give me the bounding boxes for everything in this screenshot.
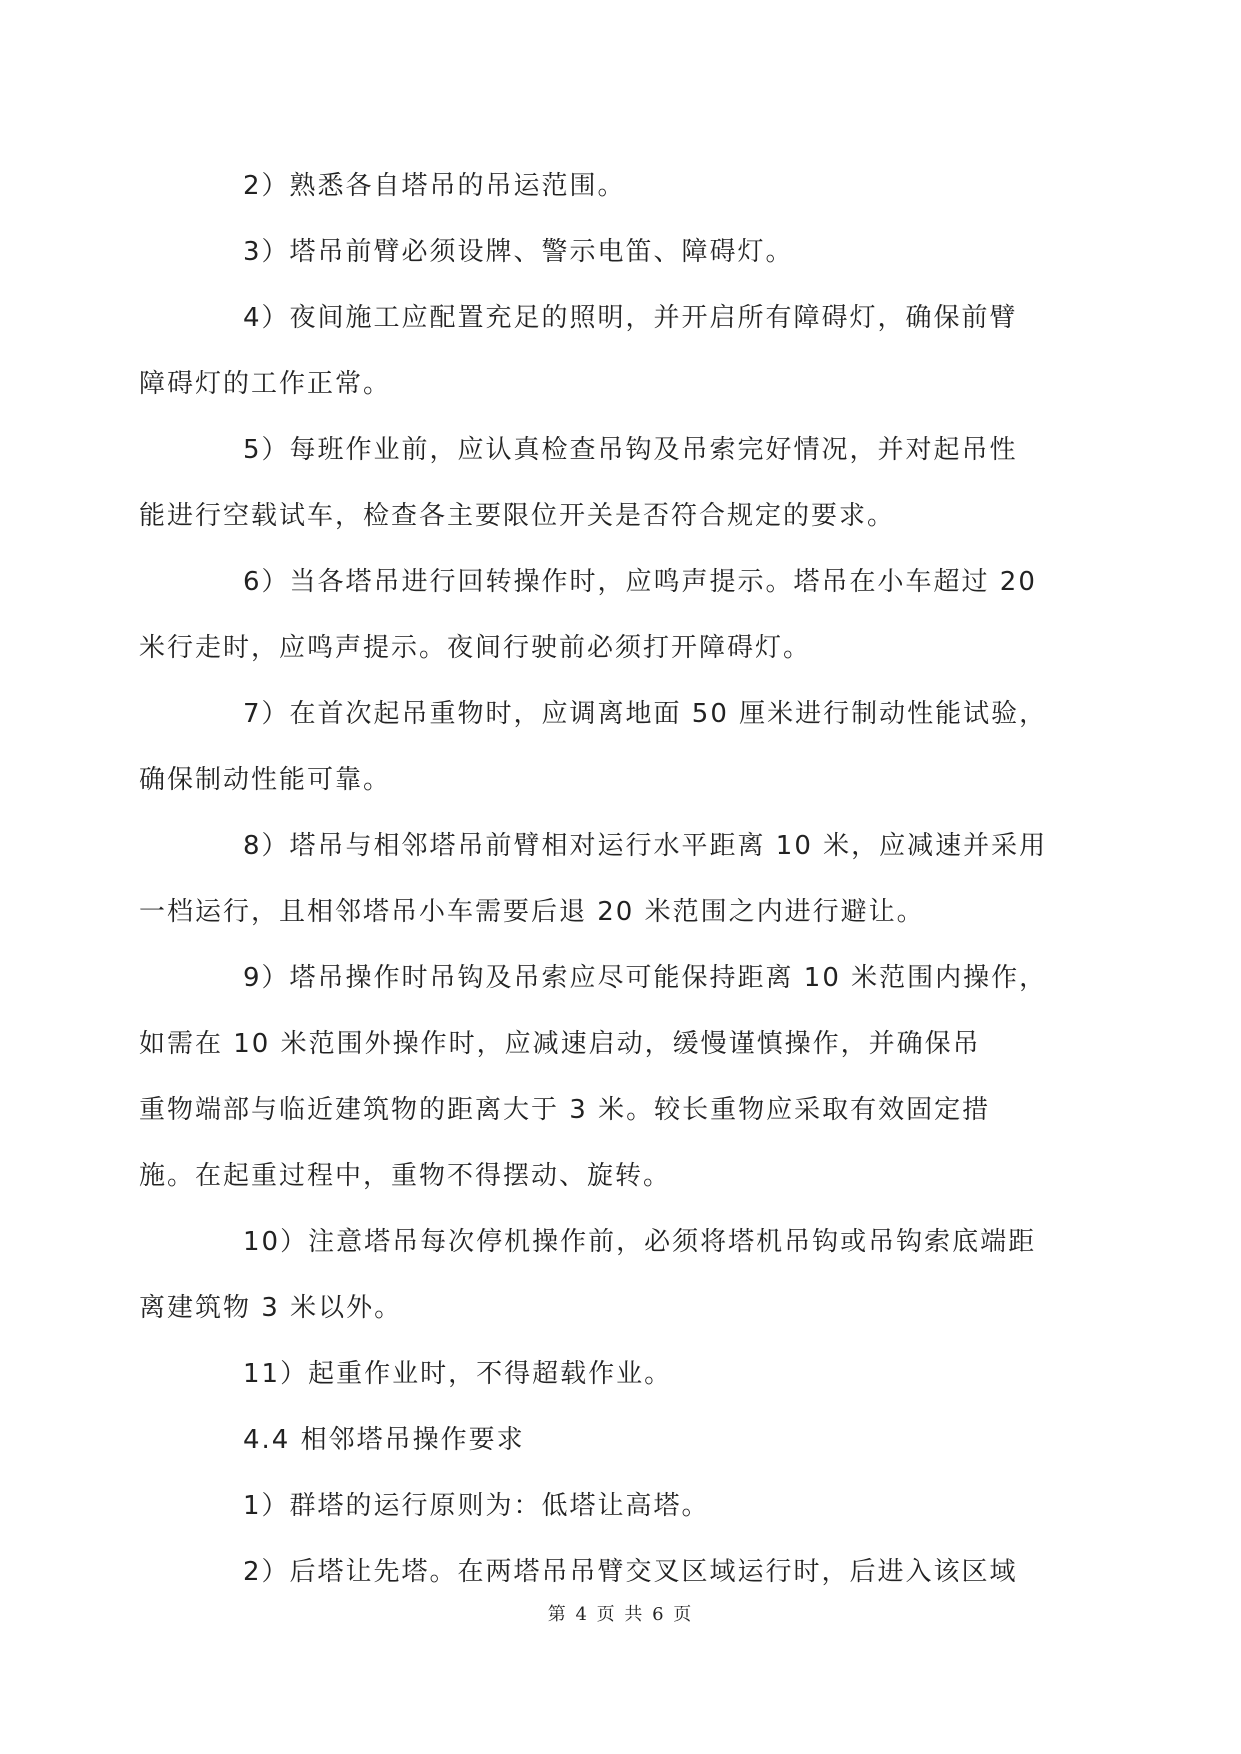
text-line: 确保制动性能可靠。 [139, 765, 392, 795]
paragraph-item-8 [139, 813, 1057, 945]
paragraph-item-2-section [191, 1539, 1057, 1605]
text-line: 能进行空载试车，检查各主要限位开关是否符合规定的要求。 [139, 501, 896, 531]
text-line: 2）熟悉各自塔吊的吊运范围。 [243, 171, 626, 201]
paragraph-item-6 [139, 549, 1057, 681]
text-line: 米行走时，应鸣声提示。夜间行驶前必须打开障碍灯。 [139, 633, 812, 663]
section-heading [191, 1407, 1057, 1473]
text-line: 2）后塔让先塔。在两塔吊吊臂交叉区域运行时，后进入该区域 [243, 1557, 1018, 1587]
paragraph-item-7 [139, 681, 1057, 813]
text-line: 7）在首次起吊重物时，应调离地面 50 厘米进行制动性能试验， [243, 699, 1048, 729]
text-line: 4.4 相邻塔吊操作要求 [243, 1425, 525, 1455]
paragraph-item-10 [139, 1209, 1057, 1341]
text-line: 8）塔吊与相邻塔吊前臂相对运行水平距离 10 米，应减速并采用 [243, 831, 1048, 861]
page-number-label: 第 4 页 共 6 页 [547, 1604, 694, 1625]
paragraph-item-4 [139, 285, 1057, 417]
text-line: 1）群塔的运行原则为：低塔让高塔。 [243, 1491, 710, 1521]
text-line: 如需在 10 米范围外操作时，应减速启动，缓慢谨慎操作，并确保吊 [139, 1029, 981, 1059]
text-line: 离建筑物 3 米以外。 [139, 1293, 403, 1323]
paragraph-item-9 [139, 945, 1057, 1209]
text-line: 重物端部与临近建筑物的距离大于 3 米。较长重物应采取有效固定措 [139, 1095, 991, 1125]
page-footer [0, 1600, 1241, 1626]
paragraph-item-5 [139, 417, 1057, 549]
paragraph-item-3 [191, 219, 1057, 285]
paragraph-item-2 [191, 153, 1057, 219]
text-line: 11）起重作业时，不得超载作业。 [243, 1359, 673, 1389]
text-line: 3）塔吊前臂必须设牌、警示电笛、障碍灯。 [243, 237, 794, 267]
paragraph-item-1 [191, 1473, 1057, 1539]
text-line: 一档运行，且相邻塔吊小车需要后退 20 米范围之内进行避让。 [139, 897, 925, 927]
text-line: 5）每班作业前，应认真检查吊钩及吊索完好情况，并对起吊性 [243, 435, 1018, 465]
paragraph-item-11 [191, 1341, 1057, 1407]
document-body [139, 153, 1057, 1605]
text-line: 施。在起重过程中，重物不得摆动、旋转。 [139, 1161, 672, 1191]
text-line: 障碍灯的工作正常。 [139, 369, 392, 399]
text-line: 6）当各塔吊进行回转操作时，应鸣声提示。塔吊在小车超过 20 [243, 567, 1037, 597]
text-line: 4）夜间施工应配置充足的照明，并开启所有障碍灯，确保前臂 [243, 303, 1018, 333]
text-line: 10）注意塔吊每次停机操作前，必须将塔机吊钩或吊钩索底端距 [243, 1227, 1037, 1257]
text-line: 9）塔吊操作时吊钩及吊索应尽可能保持距离 10 米范围内操作， [243, 963, 1048, 993]
